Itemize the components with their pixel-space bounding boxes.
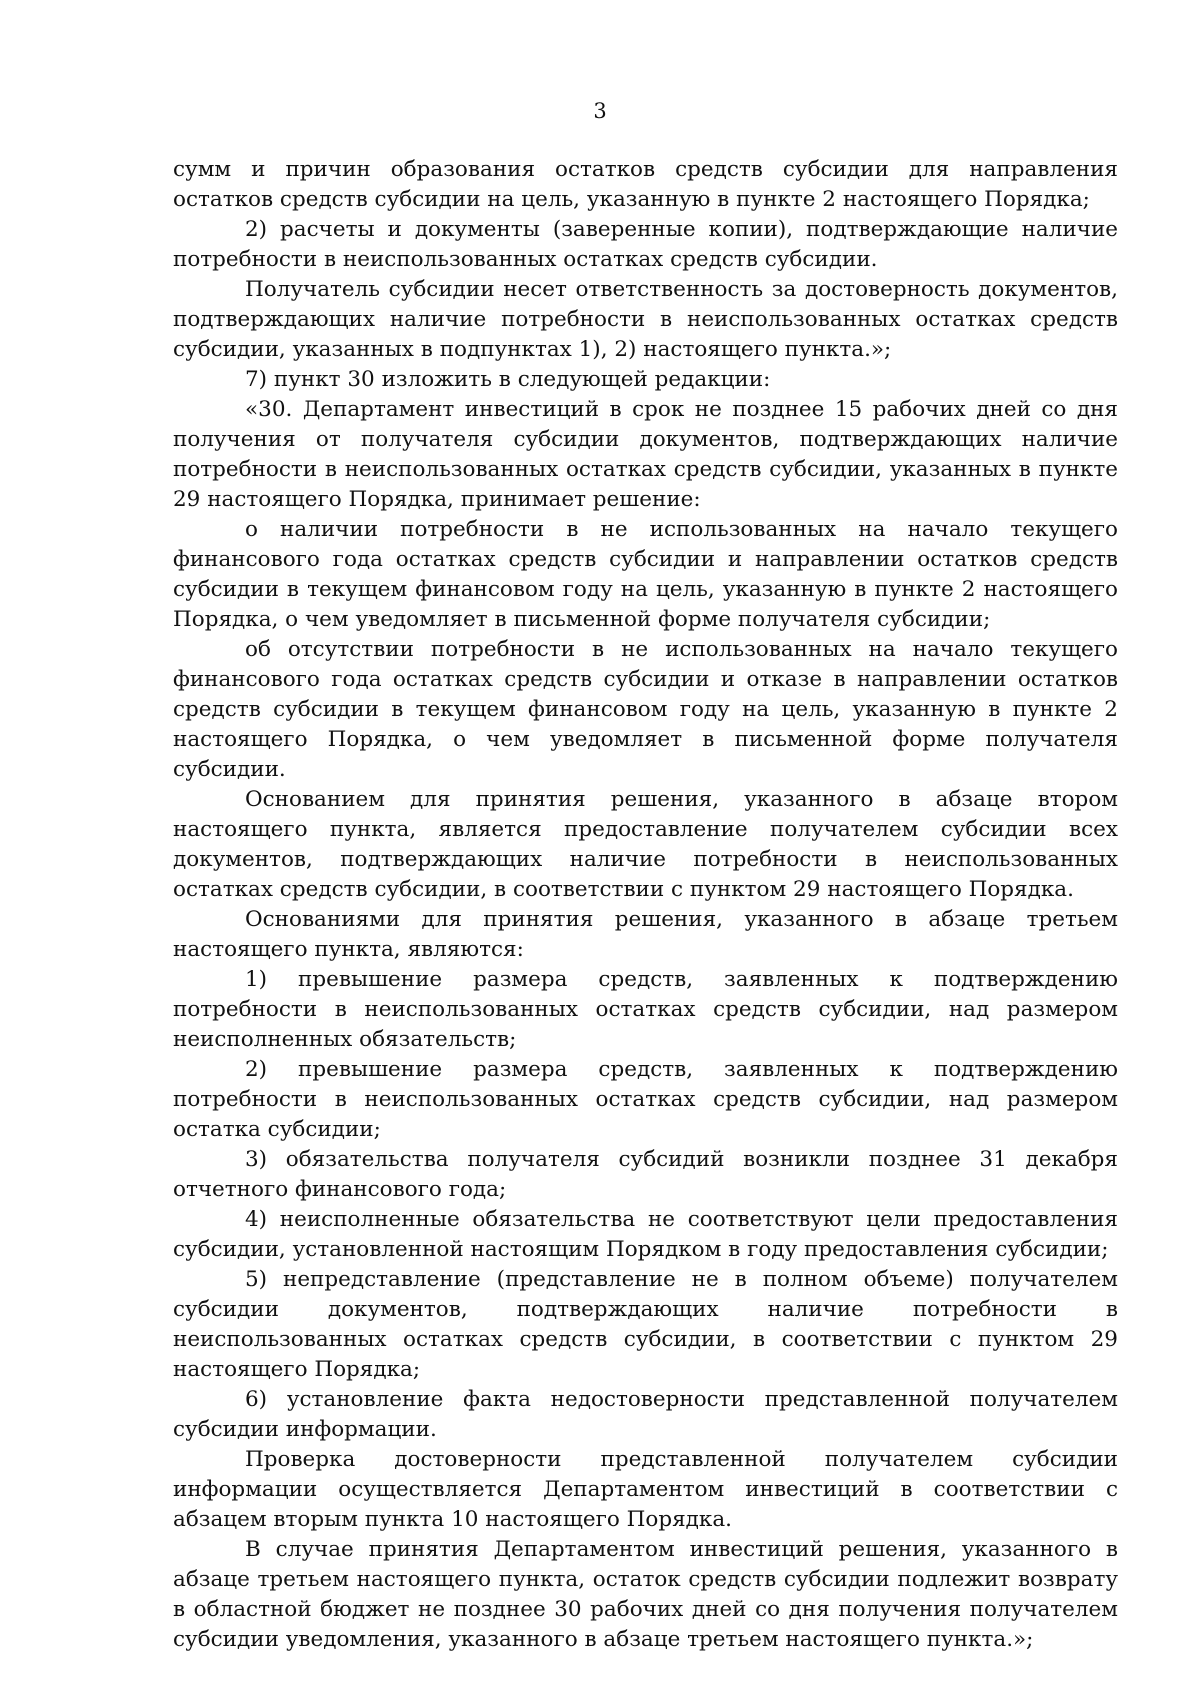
page-number: 3 <box>593 99 607 123</box>
list-item-1: 1) превышение размера средств, заявленных к подтверждению потребности в неиспользованных остатках средств субсидии, над размером неисполненных обязательств; <box>173 967 1118 1052</box>
paragraph-decision-need-present: о наличии потребности в не использованных на начало текущего финансового года остатках средств субсидии и направлении остатков средств субсидии в текущем финансовом году на цель, указанную в пункте 2 настоящего Порядка, о чем уведомляет в письменной форме получателя субсидии; <box>173 517 1118 632</box>
paragraph-verification: Проверка достоверности представленной получателем субсидии информации осуществляется Департаментом инвестиций в соответствии с абзацем вторым пункта 10 настоящего Порядка. <box>173 1447 1118 1532</box>
document-body <box>173 155 1118 1655</box>
paragraph-bases-negative-decision: Основаниями для принятия решения, указанного в абзаце третьем настоящего пункта, являются: <box>173 907 1118 962</box>
list-item-4: 4) неисполненные обязательства не соответствуют цели предоставления субсидии, установленной настоящим Порядком в году предоставления субсидии; <box>173 1207 1118 1262</box>
paragraph-recipient-responsibility: Получатель субсидии несет ответственность за достоверность документов, подтверждающих наличие потребности в неиспользованных остатках средств субсидии, указанных в подпунктах 1), 2) настоящего пункта.»; <box>173 277 1118 362</box>
list-item-6: 6) установление факта недостоверности представленной получателем субсидии информации. <box>173 1387 1118 1442</box>
list-item-3: 3) обязательства получателя субсидий возникли позднее 31 декабря отчетного финансового года; <box>173 1147 1118 1202</box>
list-item-2: 2) превышение размера средств, заявленных к подтверждению потребности в неиспользованных остатках средств субсидии, над размером остатка субсидии; <box>173 1057 1118 1142</box>
paragraph-item-7-amendment: 7) пункт 30 изложить в следующей редакции: <box>245 367 771 392</box>
paragraph-item-2-calculations: 2) расчеты и документы (заверенные копии), подтверждающие наличие потребности в неиспользованных остатках средств субсидии. <box>173 217 1118 272</box>
list-item-5: 5) непредставление (представление не в полном объеме) получателем субсидии документов, подтверждающих наличие потребности в неиспользованных остатках средств субсидии, в соответствии с пунктом 29 настоящего Порядка; <box>173 1267 1118 1382</box>
paragraph-basis-positive-decision: Основанием для принятия решения, указанного в абзаце втором настоящего пункта, является предоставление получателем субсидии всех документов, подтверждающих наличие потребности в неиспользованных остатках средств субсидии, в соответствии с пунктом 29 настоящего Порядка. <box>173 787 1118 902</box>
paragraph-continuation: сумм и причин образования остатков средств субсидии для направления остатков средств субсидии на цель, указанную в пункте 2 настоящего Порядка; <box>173 157 1118 212</box>
paragraph-return-of-funds: В случае принятия Департаментом инвестиций решения, указанного в абзаце третьем настоящего пункта, остаток средств субсидии подлежит возврату в областной бюджет не позднее 30 рабочих дней со дня получения получателем субсидии уведомления, указанного в абзаце третьем настоящего пункта.»; <box>173 1537 1118 1652</box>
paragraph-decision-need-absent: об отсутствии потребности в не использованных на начало текущего финансового года остатках средств субсидии и отказе в направлении остатков средств субсидии в текущем финансовом году на цель, указанную в пункте 2 настоящего Порядка, о чем уведомляет в письменной форме получателя субсидии. <box>173 637 1118 782</box>
paragraph-clause-30: «30. Департамент инвестиций в срок не позднее 15 рабочих дней со дня получения от получателя субсидии документов, подтверждающих наличие потребности в неиспользованных остатках средств субсидии, указанных в пункте 29 настоящего Порядка, принимает решение: <box>173 397 1118 512</box>
